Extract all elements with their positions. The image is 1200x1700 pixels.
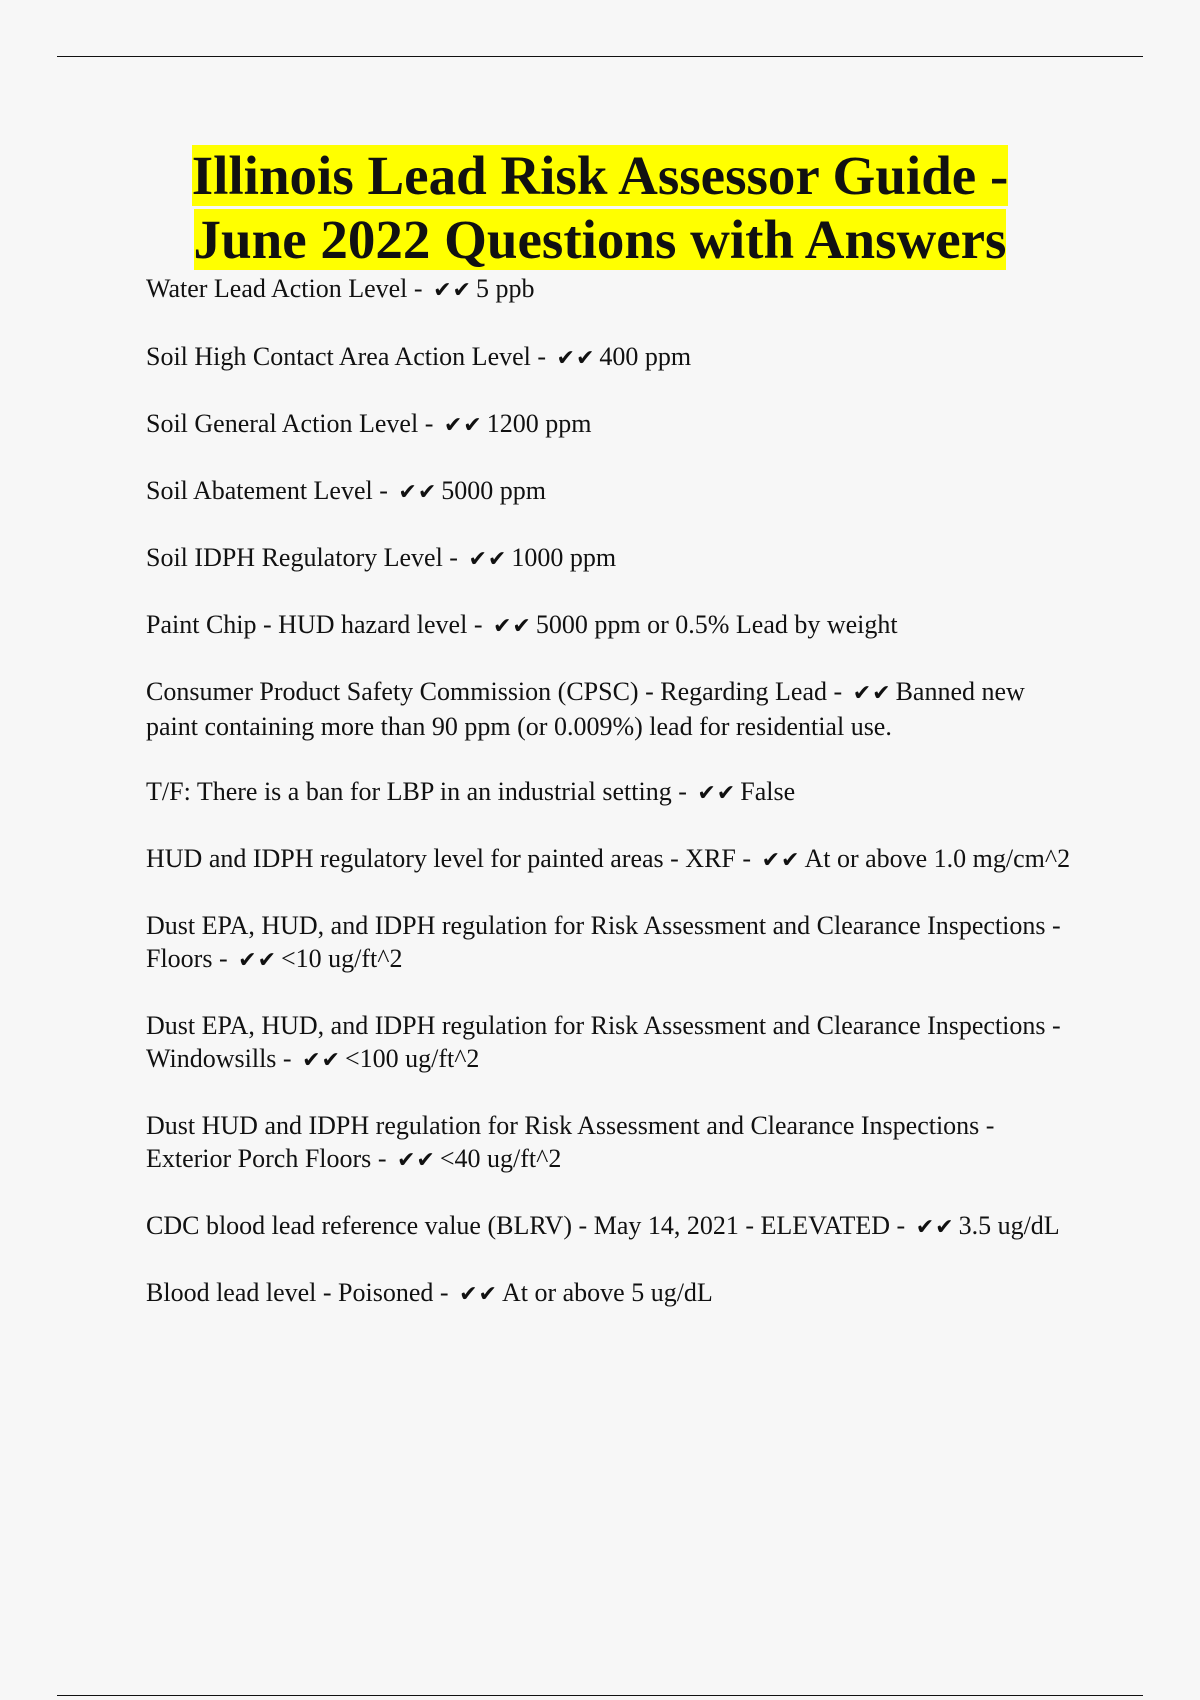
question-text: Soil Abatement Level <box>146 476 373 505</box>
separator: - <box>890 1211 912 1240</box>
answer-text: 400 ppm <box>599 342 692 371</box>
separator: - <box>433 1278 456 1307</box>
double-check-icon: ✔✔ <box>556 346 596 371</box>
answer-text: 5000 ppm or 0.5% Lead by weight <box>535 610 898 639</box>
question-text: Soil General Action Level <box>146 409 419 438</box>
title-block <box>0 144 1200 272</box>
qa-item <box>146 909 1076 977</box>
qa-item <box>146 272 1076 307</box>
double-check-icon: ✔✔ <box>238 948 278 973</box>
answer-text: <40 ug/ft^2 <box>439 1144 562 1173</box>
qa-item <box>146 541 1076 576</box>
answer-text: 5000 ppm <box>441 476 547 505</box>
double-check-icon: ✔✔ <box>396 1148 436 1173</box>
double-check-icon: ✔✔ <box>433 278 472 303</box>
qa-item <box>146 1109 1076 1177</box>
separator: - <box>671 777 694 806</box>
question-text: Blood lead level - Poisoned <box>146 1278 434 1307</box>
answer-text: 3.5 ug/dL <box>958 1211 1060 1240</box>
qa-item <box>146 1209 1076 1244</box>
qa-item <box>146 474 1076 509</box>
qa-item <box>146 842 1076 877</box>
double-check-icon: ✔✔ <box>398 480 438 505</box>
title-line-2: June 2022 Questions with Answers <box>193 209 1007 270</box>
qa-list <box>146 272 1076 1343</box>
question-text: Dust HUD and IDPH regulation for Risk Assessment and Clearance Inspections - Exterior Porch Floors <box>146 1111 995 1173</box>
qa-item <box>146 340 1076 375</box>
double-check-icon: ✔✔ <box>915 1215 955 1240</box>
answer-text: Banned new paint containing more than 90 ppm (or 0.009%) lead for residential use. <box>146 677 1032 741</box>
double-check-icon: ✔✔ <box>492 614 532 639</box>
separator: - <box>530 342 553 371</box>
double-check-icon: ✔✔ <box>761 848 801 873</box>
double-check-icon: ✔✔ <box>697 781 737 806</box>
question-text: Soil IDPH Regulatory Level <box>146 543 443 572</box>
qa-item <box>146 608 1076 643</box>
separator: - <box>372 476 395 505</box>
separator: - <box>212 944 235 973</box>
double-check-icon: ✔✔ <box>302 1048 341 1073</box>
qa-item <box>146 1009 1076 1077</box>
separator: - <box>407 274 430 303</box>
double-check-icon: ✔✔ <box>443 413 483 438</box>
answer-text: At or above 5 ug/dL <box>501 1278 713 1307</box>
double-check-icon: ✔✔ <box>852 681 892 706</box>
question-text: Water Lead Action Level <box>146 274 408 303</box>
question-text: Paint Chip - HUD hazard level <box>146 610 468 639</box>
question-text: Consumer Product Safety Commission (CPSC) - Regarding Lead <box>146 677 828 706</box>
separator: - <box>467 610 489 639</box>
separator: - <box>442 543 465 572</box>
question-text: Dust EPA, HUD, and IDPH regulation for Risk Assessment and Clearance Inspections - Windowsills <box>146 1011 1061 1073</box>
answer-text: <100 ug/ft^2 <box>344 1044 480 1073</box>
answer-text: 1000 ppm <box>511 543 617 572</box>
separator: - <box>735 844 758 873</box>
document-title <box>192 144 1009 272</box>
title-line-1: Illinois Lead Risk Assessor Guide - <box>191 145 1009 206</box>
answer-text: False <box>740 777 796 806</box>
question-text: CDC blood lead reference value (BLRV) - May 14, 2021 - ELEVATED <box>146 1211 891 1240</box>
separator: - <box>371 1144 393 1173</box>
separator: - <box>418 409 440 438</box>
question-text: HUD and IDPH regulatory level for painted areas - XRF <box>146 844 736 873</box>
separator: - <box>827 677 849 706</box>
double-check-icon: ✔✔ <box>459 1282 498 1307</box>
top-rule <box>57 56 1143 57</box>
bottom-rule <box>57 1695 1143 1696</box>
question-text: Dust EPA, HUD, and IDPH regulation for Risk Assessment and Clearance Inspections - Floors <box>146 911 1061 973</box>
qa-item <box>146 775 1076 810</box>
double-check-icon: ✔✔ <box>468 547 508 572</box>
answer-text: At or above 1.0 mg/cm^2 <box>804 844 1071 873</box>
separator: - <box>276 1044 299 1073</box>
answer-text: <10 ug/ft^2 <box>281 944 403 973</box>
question-text: Soil High Contact Area Action Level <box>146 342 531 371</box>
qa-item <box>146 407 1076 442</box>
qa-item <box>146 675 1076 743</box>
qa-item <box>146 1276 1076 1311</box>
answer-text: 1200 ppm <box>486 409 592 438</box>
answer-text: 5 ppb <box>475 274 535 303</box>
question-text: T/F: There is a ban for LBP in an industrial setting <box>146 777 672 806</box>
